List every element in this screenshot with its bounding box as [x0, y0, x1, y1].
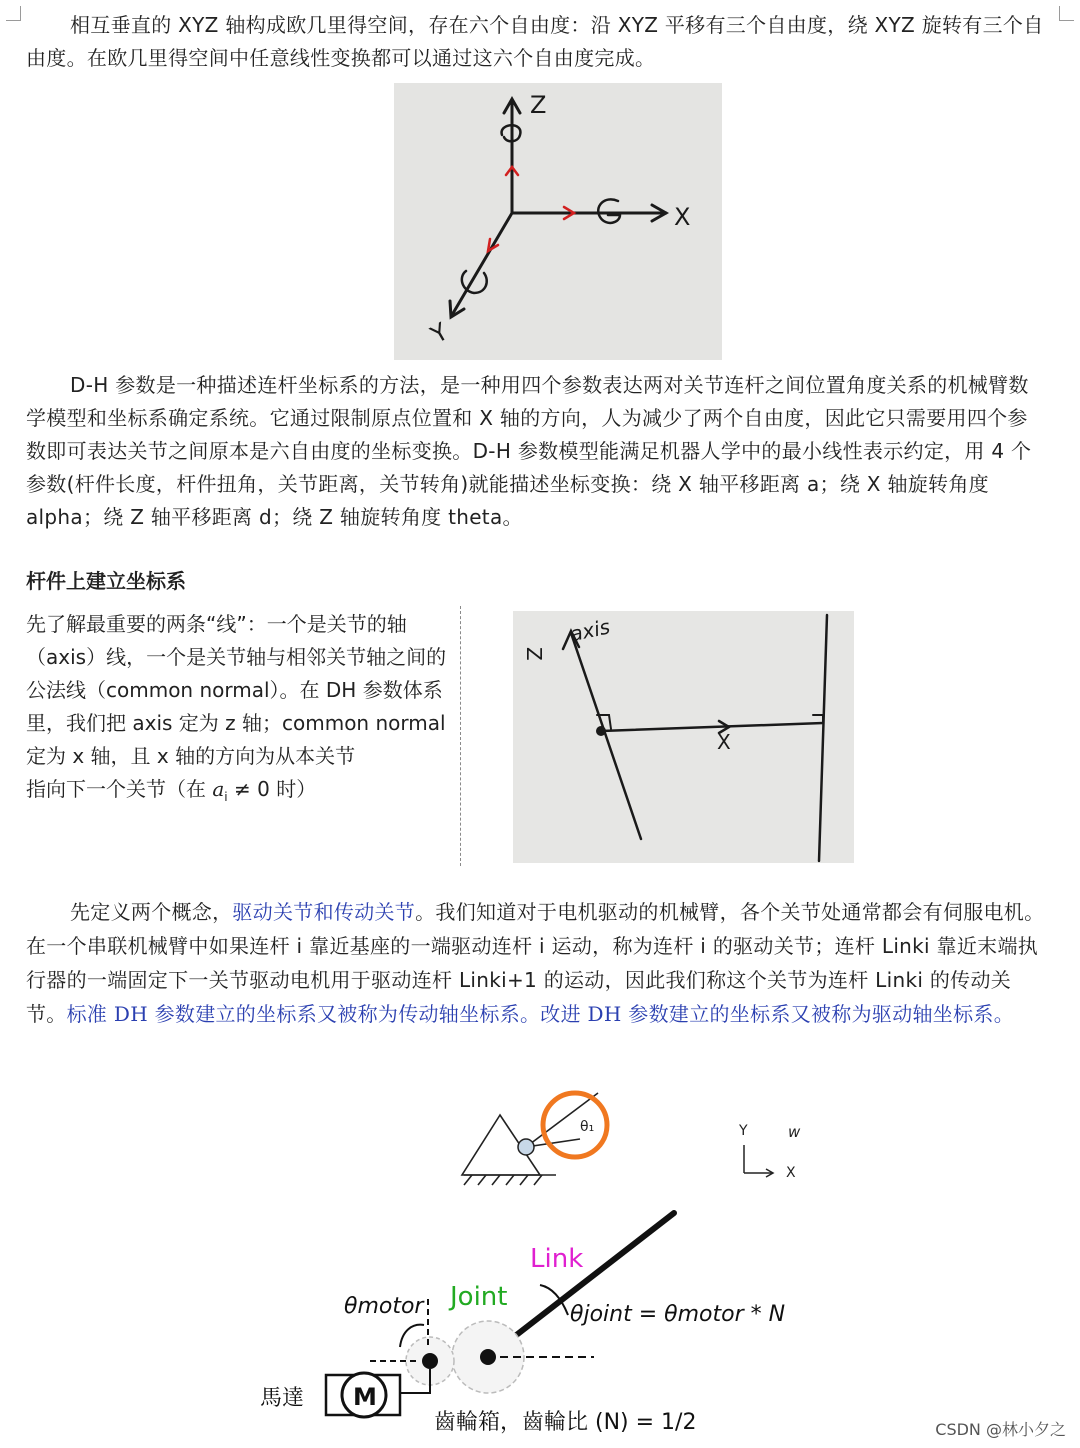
y-axis-label: Y — [426, 317, 453, 350]
page-corner-mark-right — [1059, 6, 1074, 21]
theta1-label: θ₁ — [580, 1119, 595, 1135]
axis-common-normal-photo — [513, 611, 854, 863]
photo-background — [394, 83, 722, 360]
axis-normal-text: 先了解最重要的两条“线”：一个是关节的轴（axis）线，一个是关节轴与相邻关节轴之间的公法线（common normal）。在 DH 参数体系里，我们把 axis 定为 z 轴；common normal 定为 x 轴，且 x 轴的方向为从本关节 — [26, 612, 447, 768]
small-x-label: X — [786, 1165, 796, 1181]
joint-label: Joint — [450, 1282, 508, 1312]
axis-normal-text-end: 指向下一个关节（在 $a_i \ne 0$ 时） — [26, 777, 317, 804]
drive-transmission-joint-link[interactable]: 驱动关节和传动关节 — [232, 900, 416, 924]
link-label: Link — [530, 1244, 584, 1274]
theta-joint-formula: θjoint = θmotor * N — [570, 1302, 786, 1327]
paragraph-euclidean-space: 相互垂直的 XYZ 轴构成欧几里得空间，存在六个自由度：沿 XYZ 平移有三个自由度，绕 XYZ 旋转有三个自由度。在欧几里得空间中任意线性变换都可以通过这六个自由度完成。 — [26, 13, 1044, 70]
x-axis-label: X — [717, 730, 731, 754]
small-w-label: w — [788, 1123, 801, 1141]
math-a: a — [212, 777, 225, 801]
z-axis-label: Z — [530, 91, 547, 119]
joint-link-motor-diagram — [250, 1085, 840, 1437]
gearbox-ratio-label: 齒輪箱，齒輪比 (N) = 1/2 — [434, 1410, 697, 1435]
ground-hatch — [464, 1175, 542, 1185]
joint-highlight-circle — [543, 1093, 607, 1157]
paragraph-drive-joints: 先定义两个概念，驱动关节和传动关节。我们知道对于电机驱动的机械臂，各个关节处通常都会有伺服电机。在一个串联机械臂中如果连杆 i 靠近基座的一端驱动连杆 i 运动，称为连杆 i 的驱动关节；连杆 Linki 靠近末端执行器的一端固定下一关节驱动电机用于驱动连杆 Linki+1 的运动，因此我们称这个关节为连杆 Linki 的传动关节。标准 DH 参数建立的坐标系又被称为传动轴坐标系。改进 DH 参数建立的坐标系又被称为驱动轴坐标系。 — [26, 900, 1045, 1026]
paragraph-dh-parameters: D-H 参数是一种描述连杆坐标系的方法，是一种用四个参数表达两对关节连杆之间位置角度关系的机械臂数学模型和坐标系确定系统。它通过限制原点位置和 X 轴的方向，人为减少了两个自由度，因此它只需要用四个参数即可表达关节之间原本是六自由度的坐标变换。D-H 参数模型能满足机器人学中的最小线性表示约定，用 4 个参数(杆件长度，杆件扭角，关节距离，关节转角)就能描述坐标变换：绕 X 轴平移距离 a；绕 X 轴旋转角度 alpha；绕 Z 轴平移距离 d；绕 Z 轴旋转角度 theta。 — [26, 373, 1032, 529]
axis-normal-description — [26, 608, 456, 814]
xyz-axes-photo — [394, 83, 722, 360]
section-heading: 杆件上建立坐标系 — [26, 569, 186, 593]
csdn-watermark: CSDN @林小夕之 — [935, 1420, 1066, 1439]
motor-letter: M — [353, 1383, 377, 1411]
dh-frame-link[interactable]: 标准 DH 参数建立的坐标系又被称为传动轴坐标系。改进 DH 参数建立的坐标系又被称为驱动轴坐标系。 — [66, 1002, 1014, 1026]
axis-label: axis — [567, 614, 613, 647]
theta-motor-label: θmotor — [344, 1294, 424, 1319]
x-axis-label: X — [674, 203, 691, 231]
z-axis-label: Z — [522, 647, 546, 661]
small-y-label: Y — [739, 1123, 748, 1139]
motor-label: 馬達 — [260, 1386, 305, 1411]
motor-shaft-dot — [422, 1353, 438, 1369]
origin-point — [596, 726, 606, 736]
column-divider — [460, 606, 461, 866]
joint-pin-icon — [518, 1139, 534, 1155]
joint-center-dot — [480, 1349, 496, 1365]
math-subscript-i: i — [224, 790, 228, 804]
page-corner-mark-left — [6, 6, 21, 21]
